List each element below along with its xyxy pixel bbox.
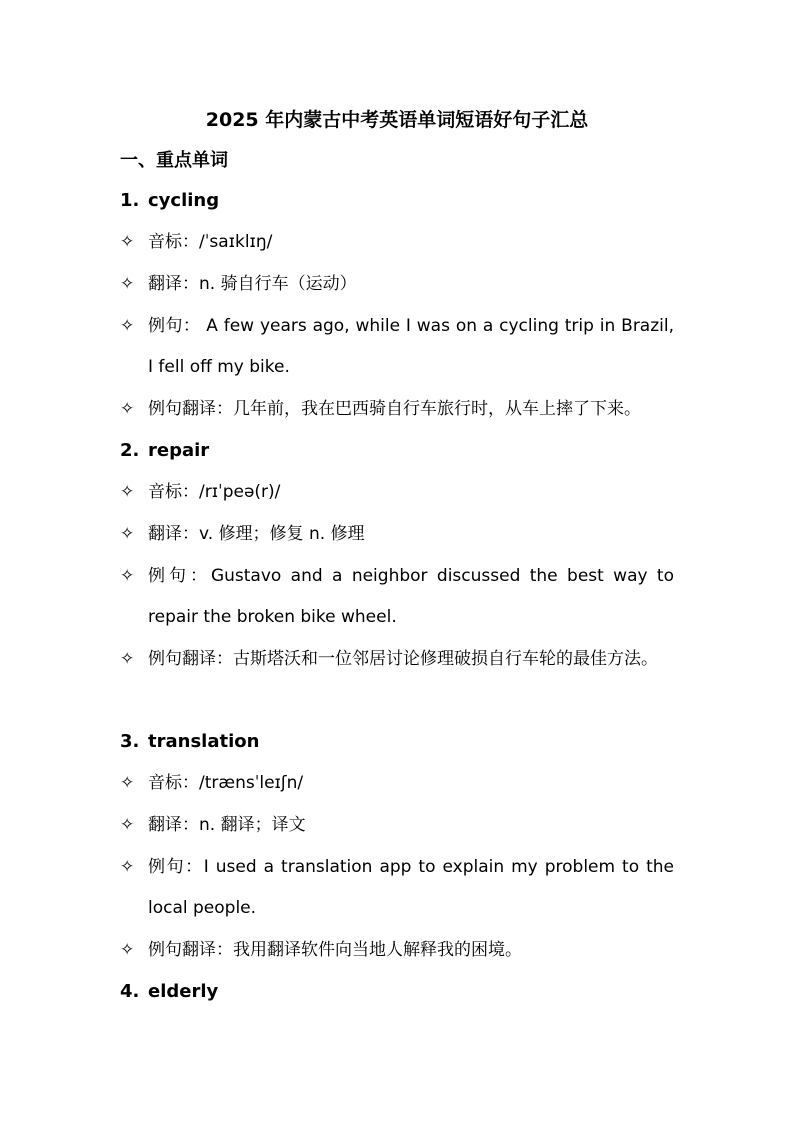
bullet-icon: ✧ [120,232,135,252]
example-translation-label: 例句翻译： [148,940,233,960]
word-number: 2. [120,440,140,461]
translation-value: n. 翻译；译文 [199,815,306,835]
example-translation-row [120,389,674,430]
example-translation-value: 古斯塔沃和一位邻居讨论修理破损自行车轮的最佳方法。 [233,649,658,669]
bullet-icon: ✧ [120,940,135,960]
word-text: translation [148,731,260,752]
translation-row [120,514,674,555]
phonetic-row [120,472,674,513]
word-heading [120,727,259,757]
bullet-icon: ✧ [120,316,135,336]
word-text: cycling [148,190,220,211]
document-title: 2025 年内蒙古中考英语单词短语好句子汇总 [205,109,589,131]
phonetic-value: /rɪˈpeə(r)/ [199,482,281,502]
example-row [120,556,674,638]
phonetic-value: /trænsˈleɪʃn/ [199,773,304,793]
bullet-icon: ✧ [120,274,135,294]
bullet-icon: ✧ [120,566,135,586]
bullet-icon: ✧ [120,773,135,793]
example-translation-label: 例句翻译： [148,399,233,419]
translation-row [120,264,674,305]
example-translation-value: 几年前，我在巴西骑自行车旅行时，从车上摔了下来。 [233,399,641,419]
word-number: 4. [120,981,140,1002]
bullet-icon: ✧ [120,815,135,835]
example-value: A few years ago, while I was on a cycling trip in Brazil, I fell off my bike. [148,316,674,377]
example-translation-value: 我用翻译软件向当地人解释我的困境。 [233,940,522,960]
phonetic-label: 音标： [148,773,199,793]
phonetic-label: 音标： [148,482,199,502]
word-text: repair [148,440,210,461]
example-row [120,306,674,388]
example-label: 例句： [148,566,211,586]
word-heading [120,186,219,216]
example-label: 例句： [148,316,201,336]
phonetic-row [120,222,674,263]
bullet-icon: ✧ [120,399,135,419]
example-label: 例句： [148,857,204,877]
bullet-icon: ✧ [120,482,135,502]
word-text: elderly [148,981,219,1002]
translation-label: 翻译： [148,524,199,544]
bullet-icon: ✧ [120,649,135,669]
translation-label: 翻译： [148,274,199,294]
example-translation-row [120,930,674,971]
word-heading [120,977,218,1007]
translation-value: v. 修理；修复 n. 修理 [199,524,365,544]
word-heading [120,436,209,466]
phonetic-row [120,763,674,804]
section-heading: 一、重点单词 [120,150,228,171]
bullet-icon: ✧ [120,524,135,544]
translation-row [120,805,674,846]
example-value: Gustavo and a neighbor discussed the best way to repair the broken bike wheel. [148,566,675,627]
example-row [120,847,674,929]
word-number: 1. [120,190,140,211]
translation-label: 翻译： [148,815,199,835]
phonetic-label: 音标： [148,232,199,252]
example-value: I used a translation app to explain my problem to the local people. [148,857,675,918]
word-number: 3. [120,731,140,752]
example-translation-row [120,639,674,680]
example-translation-label: 例句翻译： [148,649,233,669]
phonetic-value: /ˈsaɪklɪŋ/ [199,232,273,252]
bullet-icon: ✧ [120,857,135,877]
translation-value: n. 骑自行车（运动） [199,274,357,294]
